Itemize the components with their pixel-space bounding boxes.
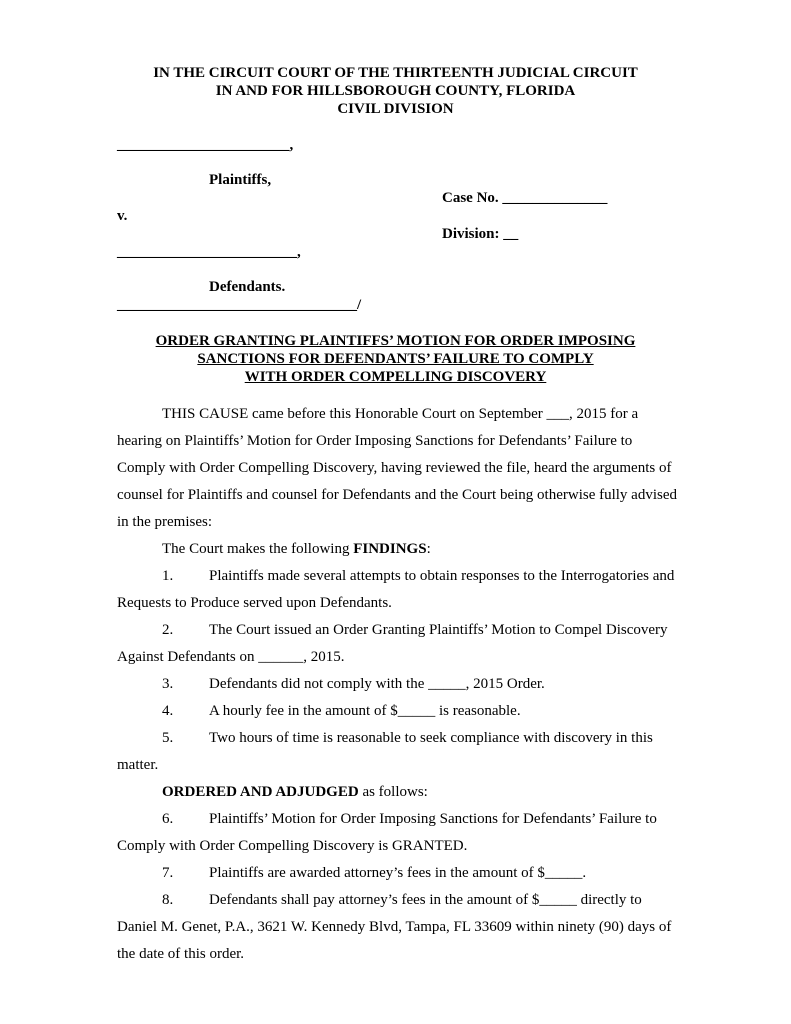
division-number: Division: __ <box>442 226 519 242</box>
order-number: 6. <box>162 811 174 827</box>
court-header-line-2: IN AND FOR HILLSBOROUGH COUNTY, FLORIDA <box>215 83 576 99</box>
plaintiffs-label: Plaintiffs, <box>209 172 272 188</box>
defendants-label: Defendants. <box>209 279 286 295</box>
finding-number: 5. <box>162 730 174 746</box>
order-title-line-1: ORDER GRANTING PLAINTIFFS’ MOTION FOR ORDER IMPOSING <box>155 333 636 349</box>
court-header-line-3: CIVIL DIVISION <box>337 101 454 117</box>
finding-item-5 <box>117 725 682 779</box>
findings-heading <box>117 536 682 563</box>
order-number: 8. <box>162 892 174 908</box>
court-header <box>0 64 791 118</box>
finding-text: The Court issued an Order Granting Plaintiffs’ Motion to Compel Discovery Against Defendants on ______, 2015. <box>117 622 668 665</box>
findings-pre-text: The Court makes the following <box>162 541 354 557</box>
order-number: 7. <box>162 865 174 881</box>
ordered-post-text: as follows: <box>358 784 428 800</box>
case-number: Case No. ______________ <box>442 190 608 206</box>
finding-text: Two hours of time is reasonable to seek compliance with discovery in this matter. <box>117 730 653 773</box>
intro-paragraph: THIS CAUSE came before this Honorable Court on September ___, 2015 for a hearing on Plaintiffs’ Motion for Order Imposing Sanctions for Defendants’ Failure to Comply with Order Compelling Discovery, having reviewed the file, heard the arguments of counsel for Plaintiffs and counsel for Defendants and the Court being otherwise fully advised in the premises: <box>117 406 678 530</box>
order-title-line-3: WITH ORDER COMPELLING DISCOVERY <box>244 369 547 385</box>
findings-bold-text: FINDINGS <box>353 541 427 557</box>
versus-label: v. <box>117 208 128 224</box>
caption-closing-line: ________________________________/ <box>117 297 362 313</box>
order-text: Defendants shall pay attorney’s fees in the amount of $_____ directly to Daniel M. Genet, P.A., 3621 W. Kennedy Blvd, Tampa, FL 33609 within ninety (90) days of the date of this order. <box>117 892 672 962</box>
order-body <box>117 401 682 968</box>
finding-number: 4. <box>162 703 174 719</box>
finding-item-1 <box>117 563 682 617</box>
ordered-bold-text: ORDERED AND ADJUDGED <box>162 784 359 800</box>
findings-post-text: : <box>426 541 431 557</box>
finding-item-2 <box>117 617 682 671</box>
finding-number: 3. <box>162 676 174 692</box>
court-header-line-1: IN THE CIRCUIT COURT OF THE THIRTEENTH JUDICIAL CIRCUIT <box>153 65 638 81</box>
finding-text: Plaintiffs made several attempts to obtain responses to the Interrogatories and Requests to Produce served upon Defendants. <box>117 568 675 611</box>
order-text: Plaintiffs are awarded attorney’s fees in the amount of $_____. <box>209 865 587 881</box>
finding-number: 2. <box>162 622 174 638</box>
finding-item-3 <box>117 671 682 698</box>
plaintiff-name-blank: _______________________, <box>117 137 294 153</box>
order-item-8 <box>117 887 682 968</box>
finding-number: 1. <box>162 568 174 584</box>
order-item-7 <box>117 860 682 887</box>
finding-item-4 <box>117 698 682 725</box>
order-item-6 <box>117 806 682 860</box>
ordered-heading <box>117 779 682 806</box>
order-title-line-2: SANCTIONS FOR DEFENDANTS’ FAILURE TO COMPLY <box>197 351 594 367</box>
order-title <box>0 332 791 386</box>
finding-text: A hourly fee in the amount of $_____ is reasonable. <box>209 703 521 719</box>
defendant-name-blank: ________________________, <box>117 244 301 260</box>
order-text: Plaintiffs’ Motion for Order Imposing Sanctions for Defendants’ Failure to Comply with Order Compelling Discovery is GRANTED. <box>117 811 657 854</box>
finding-text: Defendants did not comply with the _____, 2015 Order. <box>209 676 545 692</box>
